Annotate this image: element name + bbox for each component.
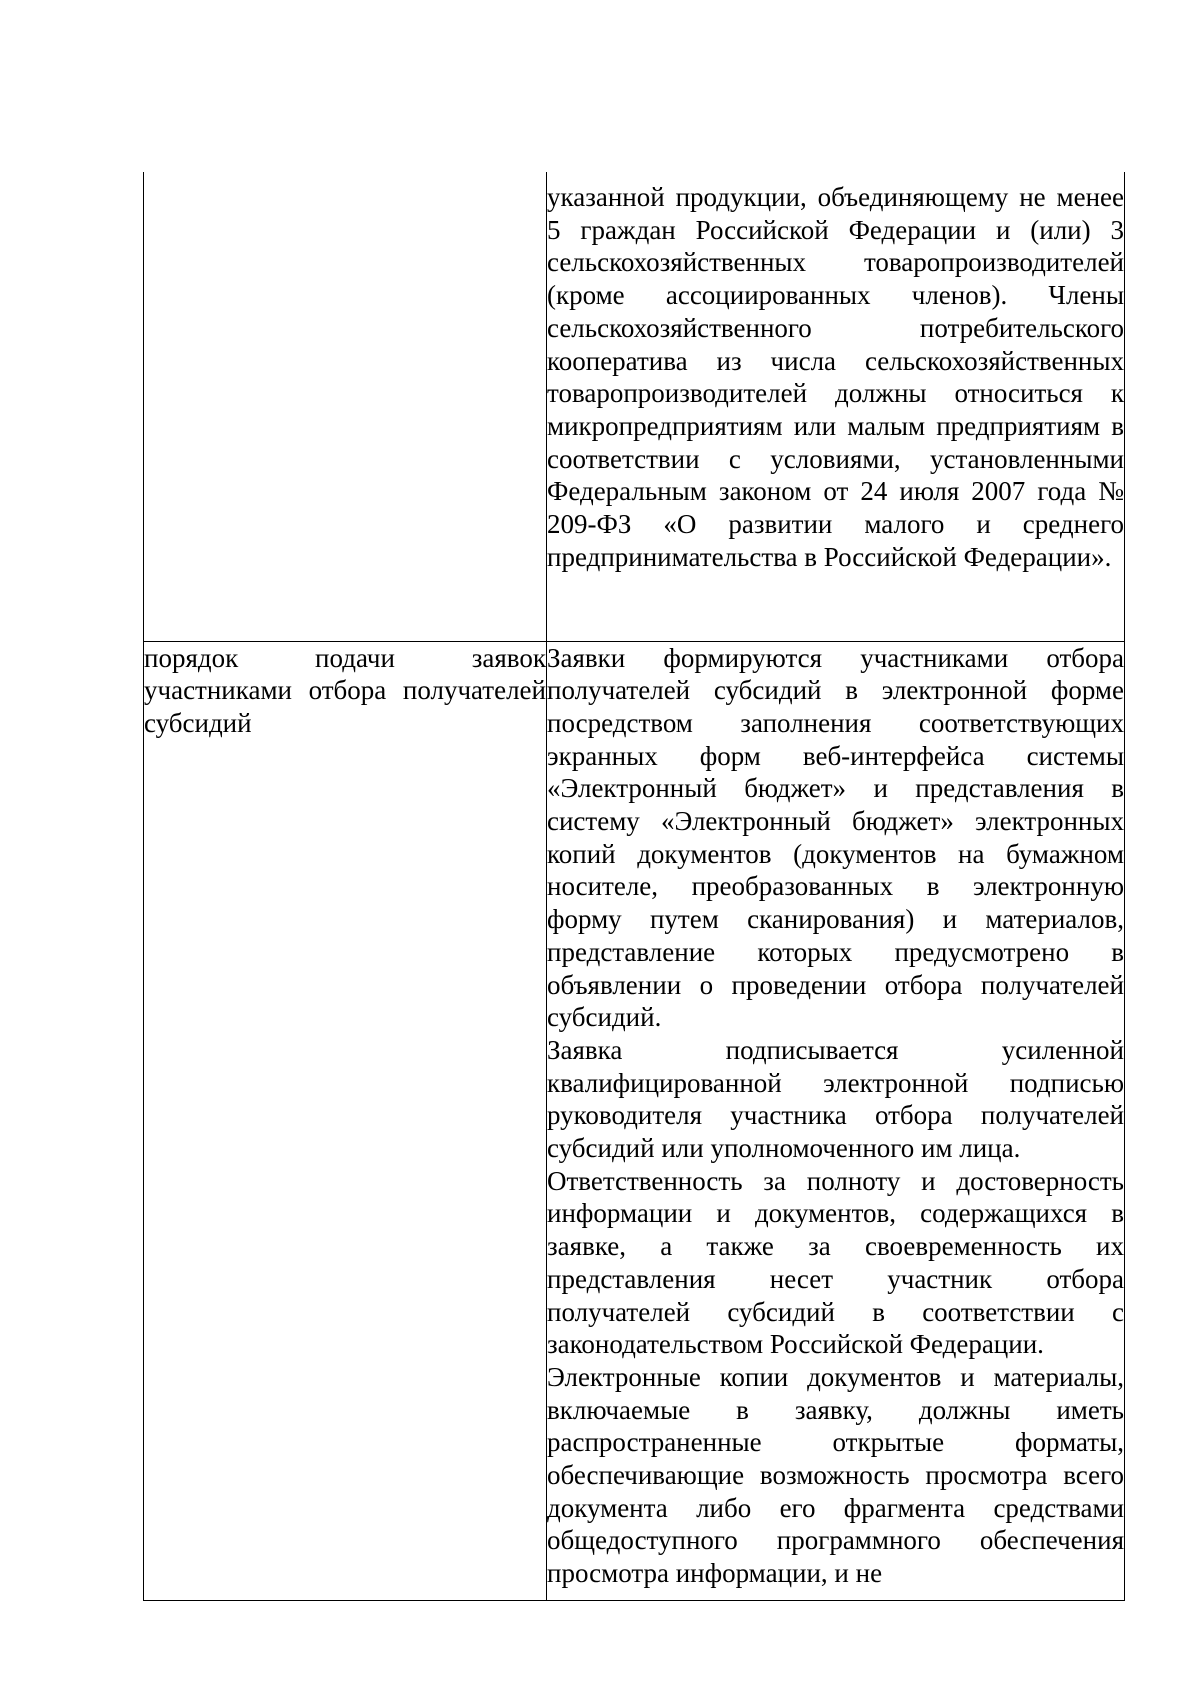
paragraph: указанной продукции, объединяющему не менее 5 граждан Российской Федерации и (или) 3 сельскохозяйственных товаропроизводителей (кроме ассоциированных членов). Члены сельскохозяйственного потребительского кооператива из числа сельскохозяйственных товаропроизводителей должны относиться к микропредприятиям или малым предприятиям в соответствии с условиями, установленными Федеральным законом от 24 июля 2007 года № 209-ФЗ «О развитии малого и среднего предпринимательства в Российской Федерации». xyxy=(547,182,1124,572)
paragraph: Заявки формируются участниками отбора получателей субсидий в электронной форме посредством заполнения соответствующих экранных форм веб-интерфейса системы «Электронный бюджет» и представления в систему «Электронный бюджет» электронных копий документов (документов на бумажном носителе, преобразованных в электронную форму путем сканирования) и материалов, представление которых предусмотрено в объявлении о проведении отбора получателей субсидий. xyxy=(547,642,1124,1033)
paragraph: Заявка подписывается усиленной квалифицированной электронной подписью руководителя участника отбора получателей субсидий или уполномоченного им лица. xyxy=(547,1034,1124,1164)
paragraph: Ответственность за полноту и достоверность информации и документов, содержащихся в заявке, а также за своевременность их представления несет участник отбора получателей субсидий в соответствии с законодательством Российской Федерации. xyxy=(547,1165,1124,1360)
paragraph: Электронные копии документов и материалы, включаемые в заявку, должны иметь распространенные открытые форматы, обеспечивающие возможность просмотра всего документа либо его фрагмента средствами общедоступного программного обеспечения просмотра информации, и не xyxy=(547,1361,1124,1589)
table-row xyxy=(144,172,1125,641)
table-cell-left xyxy=(144,172,547,641)
table-cell-right xyxy=(547,641,1125,1600)
table-row xyxy=(144,641,1125,1600)
table-cell-left: порядок подачи заявок участниками отбора получателей субсидий xyxy=(144,641,547,1600)
table-cell-right xyxy=(547,172,1125,641)
document-table xyxy=(143,172,1125,1601)
